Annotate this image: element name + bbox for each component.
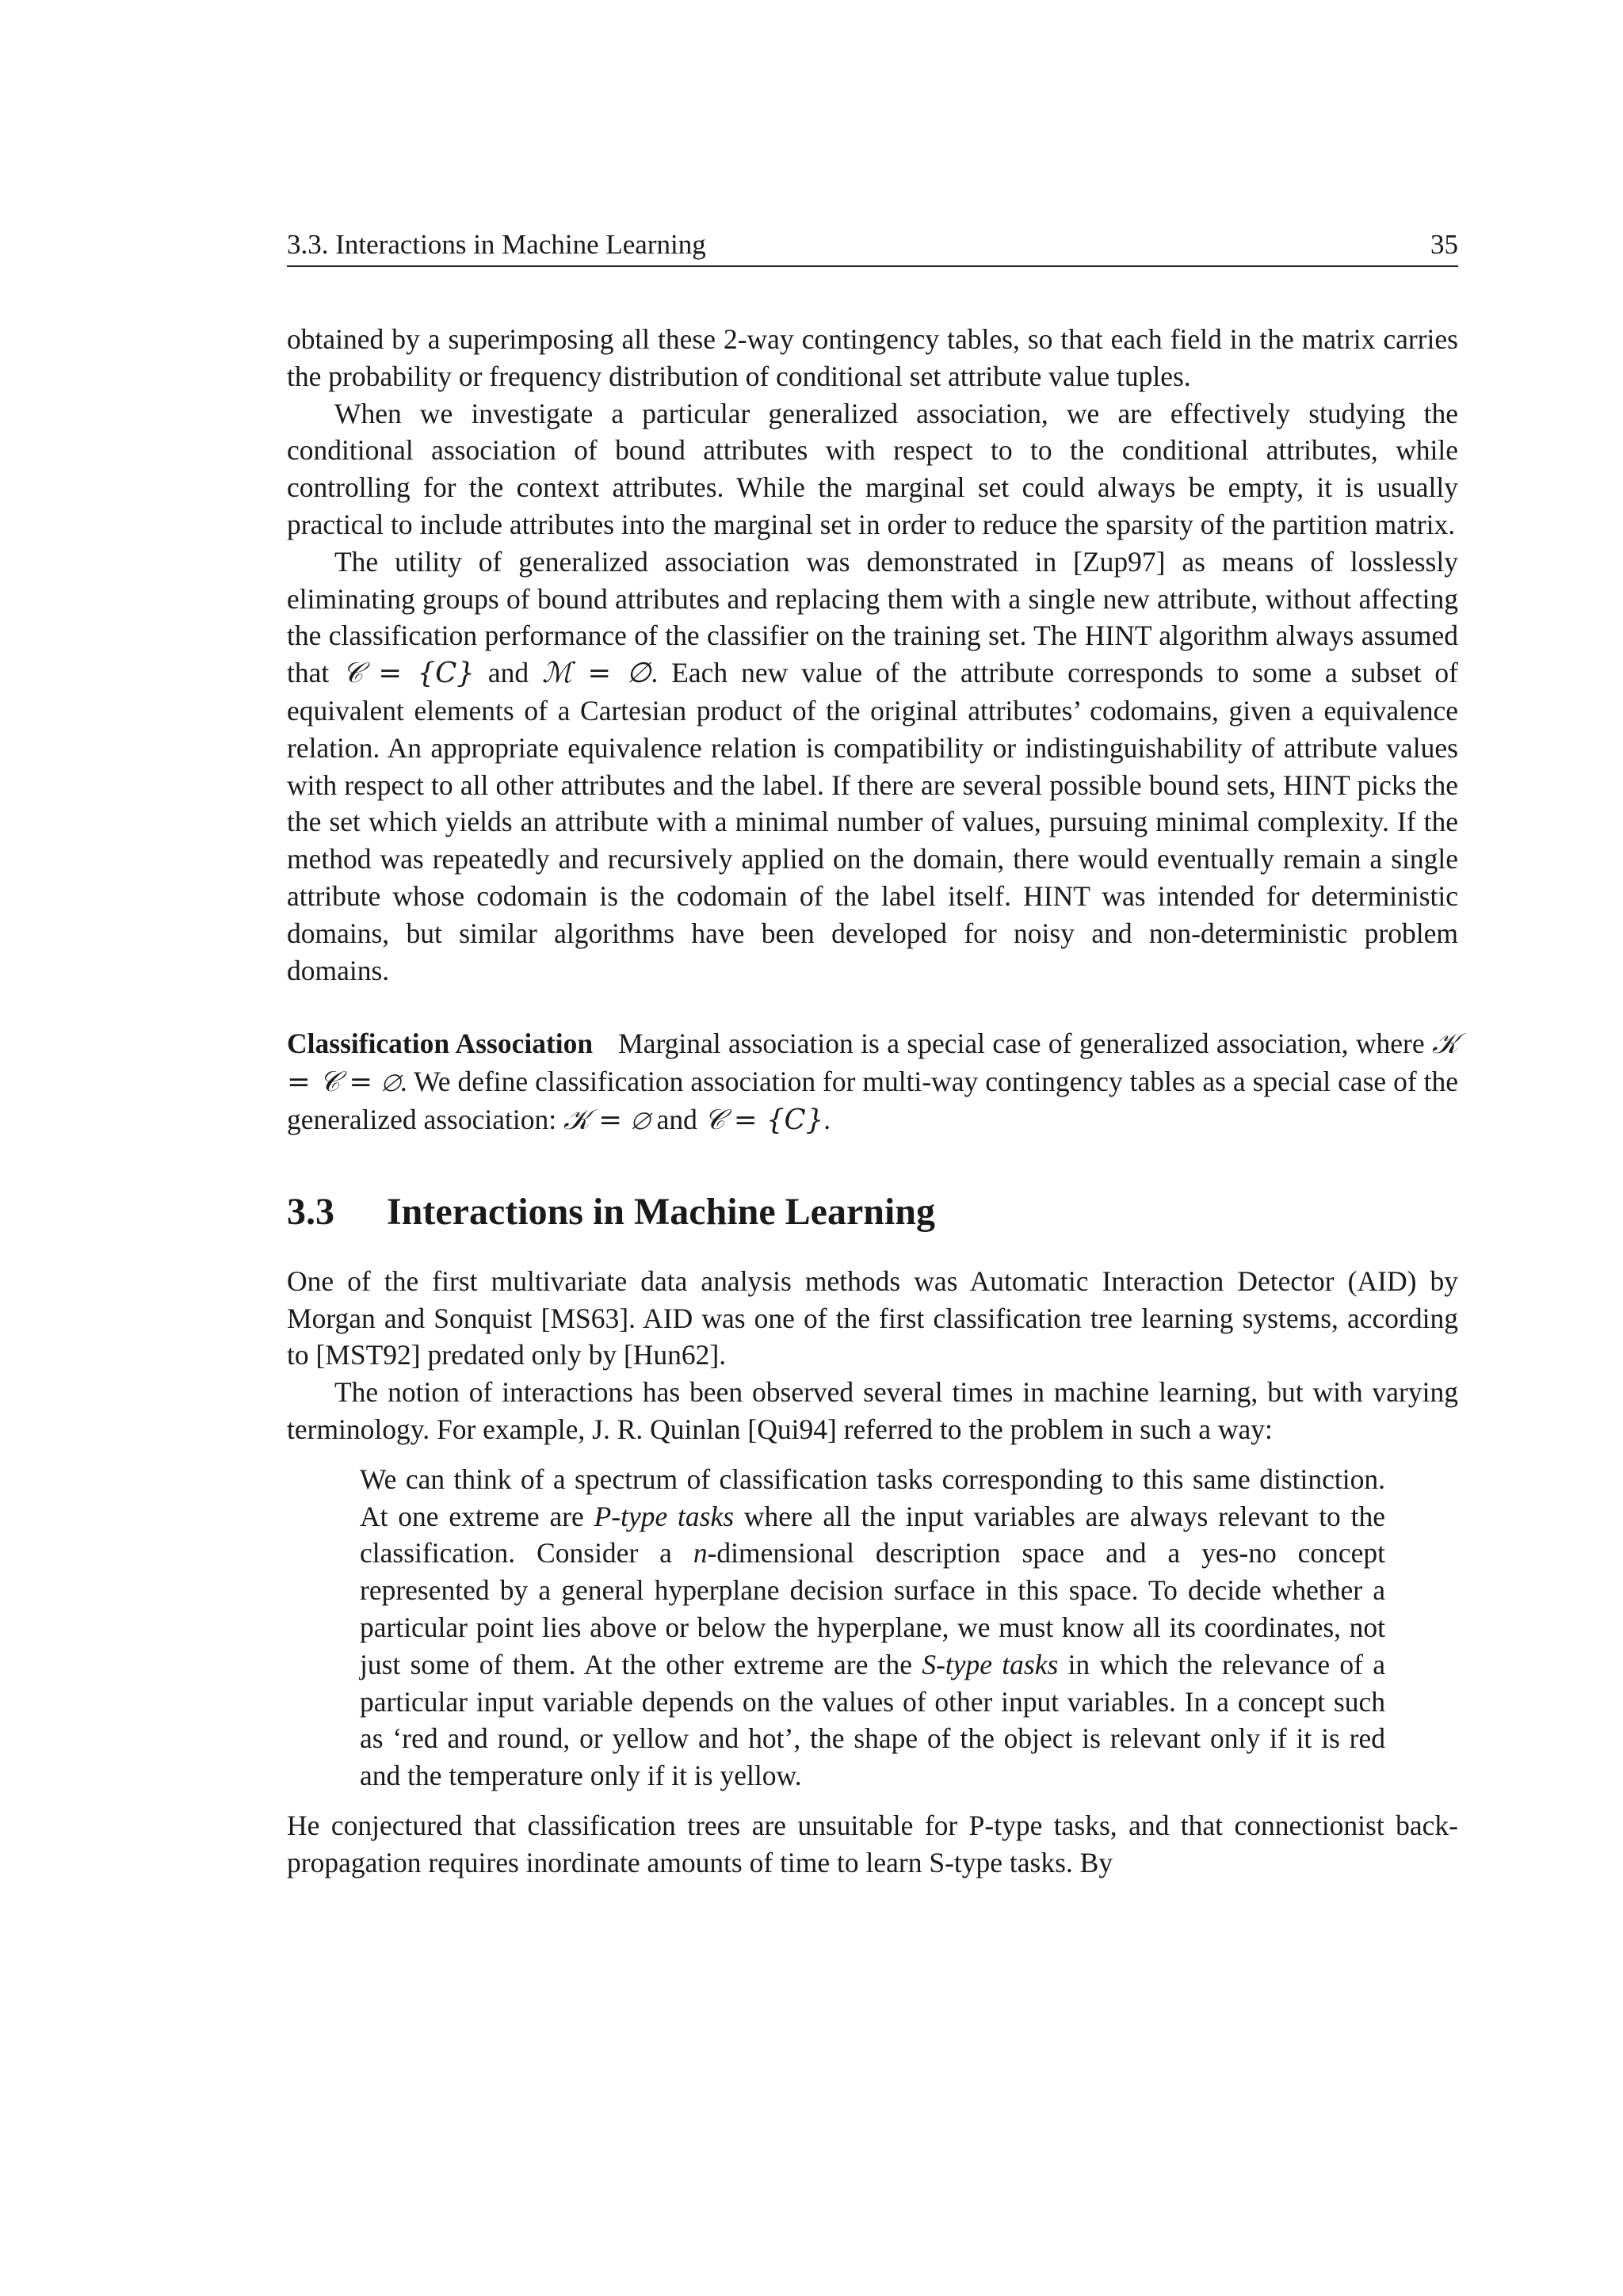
paragraph-continuation: obtained by a superimposing all these 2-way contingency tables, so that each field in the matrix carries the probability or frequency distribution of conditional set attribute value tuples. [287,323,1458,392]
paragraph-conjecture: He conjectured that classification trees are unsuitable for P-type tasks, and that connectionist back-propagation requires inordinate amounts of time to learn S-type tasks. By [287,1809,1458,1878]
math-inline: 𝒞 = {C} [342,657,475,690]
section-title: Interactions in Machine Learning [387,1190,935,1233]
quinlan-quote: We can think of a spectrum of classification tasks corresponding to this same distinction. At one extreme are P-type tasks where all the input variables are always relevant to the classification. Consider a n-dimensional description space and a yes-no concept represented by a general hyperplane decision surface in this space. To decide whether a particular point lies above or below the hyperplane, we must know all its coordinates, not just some of them. At the other extreme are the S-type tasks in which the relevance of a particular input variable depends on the values of other input variables. In a concept such as ‘red and round, or yellow and hot’, the shape of the object is relevant only if it is red and the temperature only if it is yellow. [360,1463,1385,1792]
section-number: 3.3 [287,1190,334,1233]
paragraph-interactions-notion: The notion of interactions has been observed several times in machine learning, but with varying terminology. For example, J. R. Quinlan [Qui94] referred to the problem in such a way: [287,1376,1458,1445]
math-inline: 𝒦 = ∅ [563,1103,650,1136]
run-in-heading: Classification Association [287,1028,594,1060]
section-heading [287,1188,1458,1236]
body-text [287,321,1458,1881]
paragraph-aid: One of the first multivariate data analysis methods was Automatic Interaction Detector (AID) by Morgan and Sonquist [MS63]. AID was one of the first classification tree learning systems, according to [MST92] predated only by [Hun62]. [287,1264,1458,1371]
running-header [287,224,1458,267]
paragraph-generalized-association: When we investigate a particular generalized association, we are effectively studying the conditional association of bound attributes with respect to to the conditional attributes, while controlling for the context attributes. While the marginal set could always be empty, it is usually practical to include attributes into the marginal set in order to reduce the sparsity of the partition matrix. [287,397,1458,540]
math-inline: 𝒞 = {C} [704,1103,824,1136]
paragraph-hint-algorithm: The utility of generalized association was demonstrated in [Zup97] as means of losslessly eliminating groups of bound attributes and replacing them with a single new attribute, without affecting the classification performance of the classifier on the training set. The HINT algorithm always assumed that 𝒞 = {C} and ℳ = ∅. Each new value of the attribute corresponds to some a subset of equivalent elements of a Cartesian product of the original attributes’ codomains, given a equivalence relation. An appropriate equivalence relation is compatibility or indistinguishability of attribute values with respect to all other attributes and the label. If there are several possible bound sets, HINT picks the the set which yields an attribute with a minimal number of values, pursuing minimal complexity. If the method was repeatedly and recursively applied on the domain, there would eventually remain a single attribute whose codomain is the codomain of the label itself. HINT was intended for deterministic domains, but similar algorithms have been developed for noisy and non-deterministic problem domains. [287,545,1459,986]
paragraph-classification-association: Classification Association Marginal association is a special case of generalized association, where 𝒦 = 𝒞 = ∅. We define classification association for multi-way contingency tables as a special case of the generalized association: 𝒦 = ∅ and 𝒞 = {C}. [287,1028,1458,1136]
math-inline: 𝒦 = 𝒞 = ∅ [287,1028,1458,1099]
header-section-title: 3.3. Interactions in Machine Learning [287,229,706,260]
page-number: 35 [1430,229,1458,260]
math-inline: ℳ = ∅ [542,657,651,690]
